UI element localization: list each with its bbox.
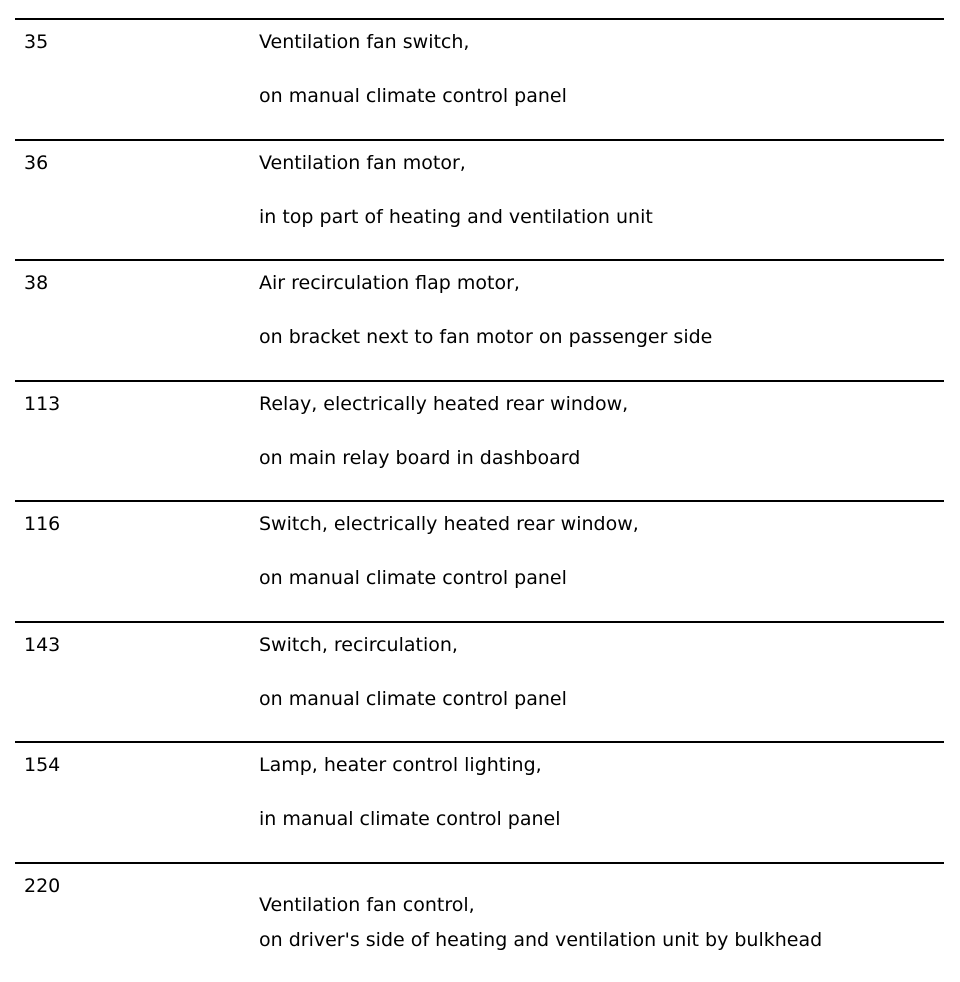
component-number: 113 — [24, 392, 60, 416]
component-location: in top part of heating and ventilation unit — [259, 205, 939, 229]
table-row — [15, 18, 944, 139]
component-number: 38 — [24, 271, 48, 295]
component-name: Ventilation fan motor, — [259, 151, 939, 175]
component-name: Ventilation fan switch, — [259, 30, 939, 54]
component-number: 143 — [24, 633, 60, 657]
component-number: 116 — [24, 512, 60, 536]
component-name: Switch, recirculation, — [259, 633, 939, 657]
component-description — [259, 271, 939, 349]
component-description — [259, 151, 939, 229]
component-description — [259, 753, 939, 831]
component-name: Lamp, heater control lighting, — [259, 753, 939, 777]
component-number: 220 — [24, 874, 60, 898]
component-location: on manual climate control panel — [259, 566, 939, 590]
table-row — [15, 741, 944, 862]
component-name: Switch, electrically heated rear window, — [259, 512, 939, 536]
component-description — [259, 893, 939, 952]
component-name: Relay, electrically heated rear window, — [259, 392, 939, 416]
component-name: Air recirculation flap motor, — [259, 271, 939, 295]
component-location: in manual climate control panel — [259, 807, 939, 831]
component-location: on manual climate control panel — [259, 687, 939, 711]
component-location: on bracket next to fan motor on passenger side — [259, 325, 939, 349]
table-row — [15, 380, 944, 501]
component-number: 154 — [24, 753, 60, 777]
table-row — [15, 500, 944, 621]
component-description — [259, 512, 939, 590]
component-location: on driver's side of heating and ventilation unit by bulkhead — [259, 928, 939, 952]
component-description — [259, 392, 939, 470]
table-row — [15, 139, 944, 260]
component-number: 36 — [24, 151, 48, 175]
table-row — [15, 862, 944, 982]
component-location: on manual climate control panel — [259, 84, 939, 108]
table-row — [15, 621, 944, 742]
table-row — [15, 259, 944, 380]
component-location: on main relay board in dashboard — [259, 446, 939, 470]
component-description — [259, 30, 939, 108]
component-name: Ventilation fan control, — [259, 893, 939, 917]
component-description — [259, 633, 939, 711]
component-table — [15, 18, 944, 982]
component-number: 35 — [24, 30, 48, 54]
